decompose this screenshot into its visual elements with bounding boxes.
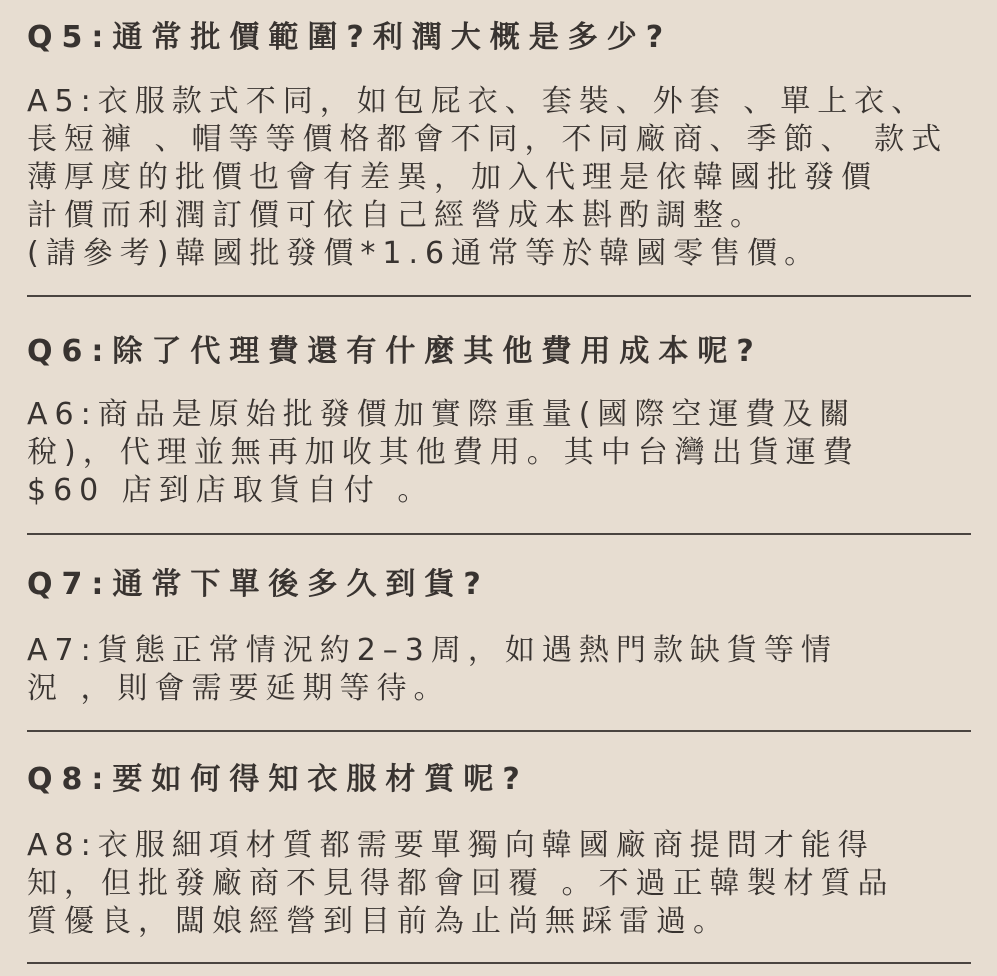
faq-question-q8: Q8:要如何得知衣服材質呢? bbox=[27, 762, 529, 797]
faq-question-q5: Q5:通常批價範圍?利潤大概是多少? bbox=[27, 20, 673, 55]
faq-answer-a5 bbox=[27, 83, 967, 273]
faq-question-q6: Q6:除了代理費還有什麼其他費用成本呢? bbox=[27, 334, 763, 369]
answer-line: A5:衣服款式不同，如包屁衣、套裝、外套 、單上衣、 bbox=[27, 84, 929, 119]
answer-line: 計價而利潤訂價可依自己經營成本斟酌調整。 bbox=[27, 198, 767, 233]
section-divider bbox=[27, 730, 971, 732]
faq-answer-a8 bbox=[27, 827, 967, 941]
answer-line: A6:商品是原始批發價加實際重量(國際空運費及關 bbox=[27, 397, 857, 432]
answer-line: A8:衣服細項材質都需要單獨向韓國廠商提問才能得 bbox=[27, 828, 875, 863]
section-divider bbox=[27, 295, 971, 297]
answer-line: 長短褲 、帽等等價格都會不同，不同廠商、季節、 款式 bbox=[27, 122, 949, 157]
section-divider bbox=[27, 962, 971, 964]
faq-answer-a6 bbox=[27, 396, 967, 510]
answer-line: 稅)，代理並無再加收其他費用。其中台灣出貨運費 bbox=[27, 435, 860, 470]
answer-line: 質優良，闆娘經營到目前為止尚無踩雷過。 bbox=[27, 904, 730, 939]
answer-line: A7:貨態正常情況約2–3周，如遇熱門款缺貨等情 bbox=[27, 633, 838, 668]
answer-line: $60 店到店取貨自付 。 bbox=[27, 473, 435, 508]
section-divider bbox=[27, 533, 971, 535]
answer-line: (請參考)韓國批發價*1.6通常等於韓國零售價。 bbox=[27, 236, 822, 271]
answer-line: 薄厚度的批價也會有差異，加入代理是依韓國批發價 bbox=[27, 160, 878, 195]
answer-line: 知，但批發廠商不見得都會回覆 。不過正韓製材質品 bbox=[27, 866, 895, 901]
answer-line: 況 ，則會需要延期等待。 bbox=[27, 671, 451, 706]
faq-question-q7: Q7:通常下單後多久到貨? bbox=[27, 567, 490, 602]
faq-answer-a7 bbox=[27, 632, 967, 708]
